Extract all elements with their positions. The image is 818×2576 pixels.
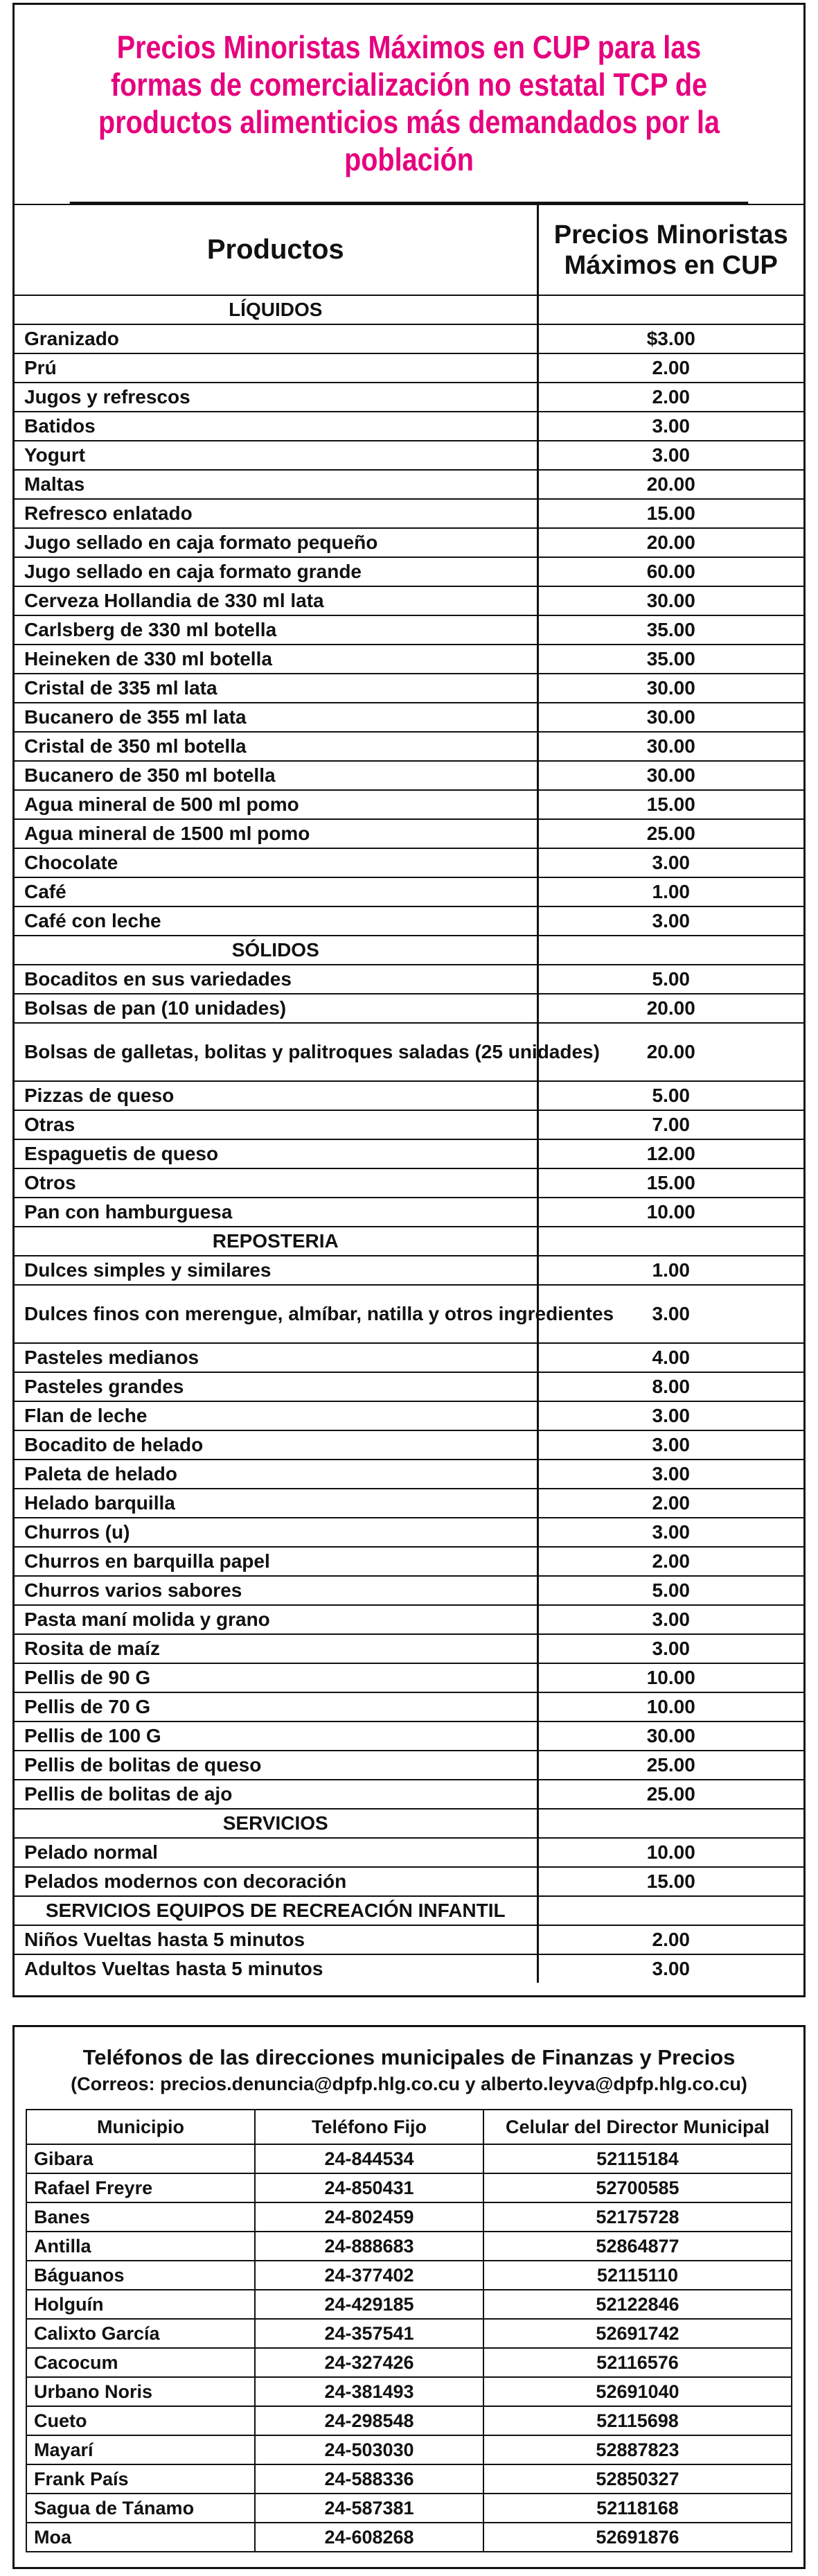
phone-row [26,2435,792,2464]
municipio-cell: Calixto García [26,2319,255,2348]
product-row [15,1954,803,1983]
product-price: 10.00 [537,1838,803,1867]
product-row [15,906,803,936]
product-row [15,848,803,877]
phones-table-body [26,2144,792,2552]
municipio-cell: Rafael Freyre [26,2173,255,2202]
product-name: Bolsas de pan (10 unidades) [15,994,537,1023]
product-row [15,586,803,615]
telefono-cell: 24-850431 [255,2173,483,2202]
product-row [15,1780,803,1809]
product-row [15,615,803,645]
product-name: Jugo sellado en caja formato grande [15,557,537,586]
section-name [15,1227,537,1256]
municipio-cell: Cacocum [26,2348,255,2377]
product-row [15,470,803,499]
product-row [15,1518,803,1547]
phones-table [26,2109,792,2552]
price-table-body [15,295,803,1983]
section-price-blank [537,295,803,324]
product-name: Otros [15,1168,537,1198]
municipio-cell: Antilla [26,2232,255,2261]
section-header-row [15,1809,803,1838]
product-row [15,965,803,994]
product-row [15,1198,803,1227]
product-price: 2.00 [537,1489,803,1518]
product-price: 5.00 [537,1081,803,1110]
municipio-cell: Banes [26,2202,255,2232]
product-price: 10.00 [537,1663,803,1692]
phone-row [26,2202,792,2232]
phones-title: Teléfonos de las direcciones municipales de Finanzas y Precios [82,2045,736,2069]
phones-subtitle: (Correos: precios.denuncia@dpfp.hlg.co.cu y alberto.leyva@dpfp.hlg.co.cu) [71,2074,747,2094]
product-name: Pellis de 70 G [15,1692,537,1721]
product-row [15,674,803,703]
section-name [15,1896,537,1925]
municipio-cell: Frank País [26,2464,255,2494]
product-row [15,703,803,732]
telefono-column-header: Teléfono Fijo [255,2110,483,2144]
section-name-label: SÓLIDOS [231,939,319,961]
product-row [15,790,803,819]
product-row [15,1256,803,1285]
product-name: Pizzas de queso [15,1081,537,1110]
celular-cell: 52115698 [483,2406,792,2435]
phone-row [26,2377,792,2406]
product-name: Cerveza Hollandia de 330 ml lata [15,586,537,615]
product-name: Maltas [15,470,537,499]
phone-row [26,2494,792,2523]
municipio-cell: Cueto [26,2406,255,2435]
product-row [15,324,803,353]
product-row [15,645,803,674]
product-price: 3.00 [537,906,803,936]
product-name: Refresco enlatado [15,499,537,528]
product-row [15,1430,803,1460]
product-name: Pan con hamburguesa [15,1198,537,1227]
product-price: 30.00 [537,674,803,703]
product-price: 20.00 [537,1023,803,1081]
product-price: 25.00 [537,819,803,848]
product-row [15,441,803,470]
product-price: 30.00 [537,703,803,732]
product-row [15,412,803,441]
product-name: Bolsas de galletas, bolitas y palitroques saladas (25 unidades) [15,1023,537,1081]
phone-row [26,2173,792,2202]
price-table [15,204,803,1983]
product-price: 8.00 [537,1372,803,1401]
product-row [15,499,803,528]
telefono-cell: 24-888683 [255,2232,483,2261]
product-name: Pasta maní molida y grano [15,1605,537,1634]
product-name: Pasteles medianos [15,1343,537,1372]
product-row [15,1838,803,1867]
product-name: Flan de leche [15,1401,537,1430]
product-name: Cristal de 350 ml botella [15,732,537,761]
product-name: Bucanero de 355 ml lata [15,703,537,732]
product-price: 15.00 [537,790,803,819]
celular-column-header: Celular del Director Municipal [483,2110,792,2144]
product-price: 15.00 [537,499,803,528]
section-price-blank [537,1896,803,1925]
municipio-cell: Urbano Noris [26,2377,255,2406]
product-price: 20.00 [537,994,803,1023]
product-price: 30.00 [537,761,803,790]
product-price: 3.00 [537,1518,803,1547]
section-price-blank [537,936,803,965]
municipio-cell: Báguanos [26,2261,255,2290]
product-row [15,1663,803,1692]
product-row [15,353,803,383]
product-row [15,1751,803,1780]
product-name: Jugos y refrescos [15,383,537,412]
product-price: 12.00 [537,1139,803,1168]
municipio-cell: Moa [26,2523,255,2552]
product-row [15,1576,803,1605]
phone-row [26,2319,792,2348]
phone-row [26,2464,792,2494]
product-name: Churros en barquilla papel [15,1547,537,1576]
section-name [15,936,537,965]
section-header-row [15,936,803,965]
celular-cell: 52691876 [483,2523,792,2552]
product-row [15,1721,803,1751]
celular-cell: 52115184 [483,2144,792,2173]
section-price-blank [537,1809,803,1838]
telefono-cell: 24-588336 [255,2464,483,2494]
phone-row [26,2523,792,2552]
product-price: 10.00 [537,1692,803,1721]
celular-cell: 52122846 [483,2290,792,2319]
celular-cell: 52691742 [483,2319,792,2348]
telefono-cell: 24-608268 [255,2523,483,2552]
product-row [15,1139,803,1168]
product-price: 20.00 [537,470,803,499]
celular-cell: 52175728 [483,2202,792,2232]
product-price: 30.00 [537,1721,803,1751]
product-price: 5.00 [537,965,803,994]
product-price: 10.00 [537,1198,803,1227]
product-name: Pellis de 100 G [15,1721,537,1751]
section-name-label: SERVICIOS EQUIPOS DE RECREACIÓN INFANTIL [45,1900,506,1921]
product-price: 20.00 [537,528,803,557]
phones-table-header [26,2110,792,2144]
product-price: 35.00 [537,615,803,645]
price-list-panel [12,3,806,1997]
section-header-row [15,1227,803,1256]
product-row [15,528,803,557]
product-row [15,1110,803,1139]
telefono-cell: 24-357541 [255,2319,483,2348]
product-price: 60.00 [537,557,803,586]
phone-row [26,2232,792,2261]
product-price: 3.00 [537,441,803,470]
product-row [15,1605,803,1634]
product-price: 2.00 [537,383,803,412]
telefono-cell: 24-298548 [255,2406,483,2435]
celular-cell: 52116576 [483,2348,792,2377]
product-name: Espaguetis de queso [15,1139,537,1168]
product-name: Batidos [15,412,537,441]
telefono-cell: 24-503030 [255,2435,483,2464]
product-price: 2.00 [537,1925,803,1954]
celular-cell: 52115110 [483,2261,792,2290]
product-name: Rosita de maíz [15,1634,537,1663]
telefono-cell: 24-381493 [255,2377,483,2406]
telefono-cell: 24-802459 [255,2202,483,2232]
product-price: 3.00 [537,1605,803,1634]
product-price: 15.00 [537,1168,803,1198]
product-name: Niños Vueltas hasta 5 minutos [15,1925,537,1954]
municipio-cell: Mayarí [26,2435,255,2464]
product-name: Café con leche [15,906,537,936]
product-name: Adultos Vueltas hasta 5 minutos [15,1954,537,1983]
products-column-header: Productos [15,204,537,295]
product-price: 3.00 [537,1954,803,1983]
celular-cell: 52118168 [483,2494,792,2523]
telefono-cell: 24-587381 [255,2494,483,2523]
section-name-label: SERVICIOS [222,1812,328,1834]
section-price-blank [537,1227,803,1256]
celular-cell: 52850327 [483,2464,792,2494]
product-row [15,383,803,412]
product-price: 3.00 [537,1430,803,1460]
product-row [15,557,803,586]
product-price: 25.00 [537,1780,803,1809]
municipio-column-header: Municipio [26,2110,255,2144]
telefono-cell: 24-377402 [255,2261,483,2290]
telefono-cell: 24-429185 [255,2290,483,2319]
product-name: Pellis de bolitas de queso [15,1751,537,1780]
product-row [15,819,803,848]
section-name [15,295,537,324]
section-name-label: REPOSTERIA [212,1230,339,1252]
celular-cell: 52887823 [483,2435,792,2464]
product-price: 30.00 [537,732,803,761]
telefono-cell: 24-327426 [255,2348,483,2377]
product-price: 1.00 [537,877,803,906]
product-row [15,877,803,906]
product-name: Pellis de 90 G [15,1663,537,1692]
product-price: 3.00 [537,1460,803,1489]
product-row [15,732,803,761]
celular-cell: 52691040 [483,2377,792,2406]
product-row [15,1925,803,1954]
product-name: Café [15,877,537,906]
product-price: $3.00 [537,324,803,353]
product-row [15,1867,803,1896]
product-name: Dulces finos con merengue, almíbar, natilla y otros ingredientes [15,1285,537,1343]
product-row [15,1489,803,1518]
product-name: Churros (u) [15,1518,537,1547]
municipio-cell: Sagua de Tánamo [26,2494,255,2523]
product-name: Yogurt [15,441,537,470]
product-row [15,1023,803,1081]
celular-cell: 52700585 [483,2173,792,2202]
product-name: Paleta de helado [15,1460,537,1489]
municipio-cell: Gibara [26,2144,255,2173]
product-price: 3.00 [537,848,803,877]
product-name: Chocolate [15,848,537,877]
product-name: Pelado normal [15,1838,537,1867]
product-price: 4.00 [537,1343,803,1372]
product-price: 3.00 [537,1285,803,1343]
section-header-row [15,295,803,324]
product-row [15,1401,803,1430]
phones-panel [12,2025,806,2569]
product-name: Prú [15,353,537,383]
telefono-cell: 24-844534 [255,2144,483,2173]
product-name: Pelados modernos con decoración [15,1867,537,1896]
product-row [15,1285,803,1343]
product-row [15,1634,803,1663]
product-name: Dulces simples y similares [15,1256,537,1285]
product-price: 25.00 [537,1751,803,1780]
product-name: Heineken de 330 ml botella [15,645,537,674]
product-row [15,1168,803,1198]
municipio-cell: Holguín [26,2290,255,2319]
product-name: Carlsberg de 330 ml botella [15,615,537,645]
phone-row [26,2144,792,2173]
product-row [15,1372,803,1401]
product-price: 2.00 [537,1547,803,1576]
phone-row [26,2348,792,2377]
product-name: Helado barquilla [15,1489,537,1518]
section-name [15,1809,537,1838]
product-price: 5.00 [537,1576,803,1605]
product-price: 3.00 [537,1634,803,1663]
product-price: 1.00 [537,1256,803,1285]
product-name: Agua mineral de 1500 ml pomo [15,819,537,848]
section-name-label: LÍQUIDOS [229,299,323,320]
phone-row [26,2406,792,2435]
price-table-header [15,204,803,295]
prices-column-header: Precios Minoristas Máximos en CUP [537,204,803,295]
page-title: Precios Minoristas Máximos en CUP para las formas de comercialización no estatal TCP de productos alimenticios más demandados por la población [70,5,749,204]
product-name: Otras [15,1110,537,1139]
product-row [15,994,803,1023]
product-price: 7.00 [537,1110,803,1139]
product-row [15,1547,803,1576]
product-row [15,761,803,790]
product-name: Cristal de 335 ml lata [15,674,537,703]
product-name: Agua mineral de 500 ml pomo [15,790,537,819]
product-row [15,1081,803,1110]
phone-row [26,2290,792,2319]
product-price: 30.00 [537,586,803,615]
product-name: Churros varios sabores [15,1576,537,1605]
product-row [15,1343,803,1372]
celular-cell: 52864877 [483,2232,792,2261]
product-row [15,1460,803,1489]
product-row [15,1692,803,1721]
product-name: Pellis de bolitas de ajo [15,1780,537,1809]
product-price: 15.00 [537,1867,803,1896]
product-name: Granizado [15,324,537,353]
product-name: Bocadito de helado [15,1430,537,1460]
product-name: Bocaditos en sus variedades [15,965,537,994]
product-name: Pasteles grandes [15,1372,537,1401]
product-price: 35.00 [537,645,803,674]
product-price: 3.00 [537,1401,803,1430]
product-price: 3.00 [537,412,803,441]
product-name: Jugo sellado en caja formato pequeño [15,528,537,557]
phone-row [26,2261,792,2290]
product-price: 2.00 [537,353,803,383]
product-name: Bucanero de 350 ml botella [15,761,537,790]
section-header-row [15,1896,803,1925]
